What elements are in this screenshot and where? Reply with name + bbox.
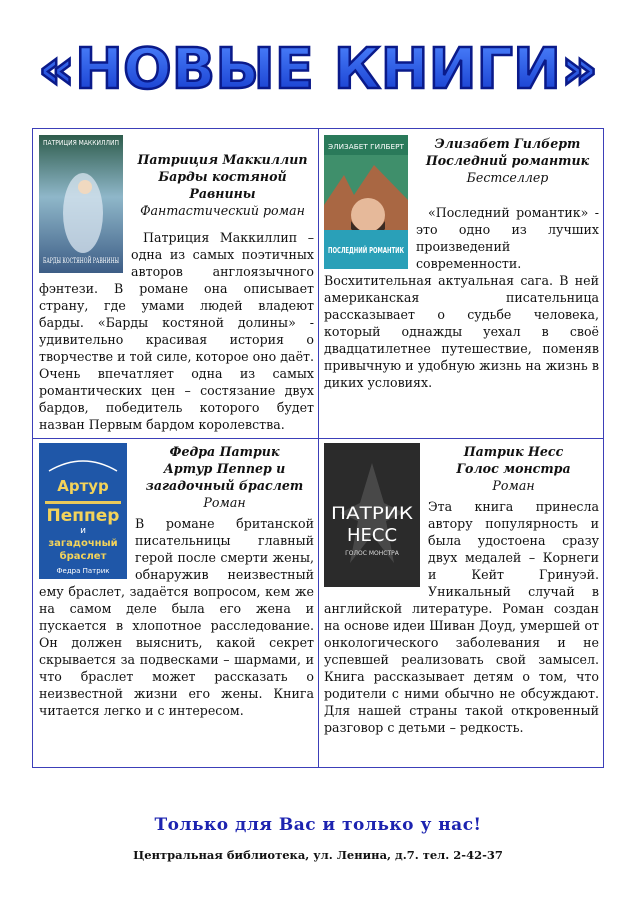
book-cover-4	[324, 443, 420, 587]
book-3-author: Федра Патрик	[169, 444, 280, 459]
book-card-3	[39, 443, 314, 719]
book-1-title: Барды костяной Равнины	[158, 169, 287, 201]
cover-3-title-2: Пеппер	[46, 506, 120, 526]
book-4-title: Голос монстра	[456, 461, 571, 476]
book-1-author: Патриция Маккиллип	[137, 152, 308, 167]
cover-3-title-5: браслет	[59, 551, 107, 562]
book-card-4	[324, 443, 599, 736]
footer-slogan: Только для Вас и только у нас!	[154, 815, 482, 835]
table-divider-vertical	[318, 129, 319, 767]
book-4-description: Эта книга принесла автору популярность и была удостоена сразу двух медалей – Корнеги и Кейт Гринуэй. Уникальный случай в английской литературе. Роман создан на основе идеи Шиван Доуд, умершей от онкологического заболевания и не успевшей реализовать свой замысел. Книга рассказывает детям о том, что родители с ними обычно не обсуждают. Для нашей страны такой откровенный разговор с детьми – редкость.	[324, 499, 599, 735]
cover-3-title-3: и	[80, 526, 86, 536]
cover-3-author: Федра Патрик	[56, 567, 110, 575]
book-2-description: «Последний романтик» - это одно из лучших произведений современности. Восхитительная актуальная сага. В ней американская писательница рассказывает о судьбе человека, который однажды уехал в своё двадцатилетнее путешествие, поменяв привычную и удобную жизнь на жизнь в диких условиях.	[324, 205, 599, 390]
footer-address: Центральная библиотека, ул. Ленина, д.7. тел. 2-42-37	[133, 848, 503, 862]
cover-4-title: ГОЛОС МОНСТРА	[345, 550, 399, 557]
cover-4-author-2: НЕСС	[346, 525, 398, 546]
book-1-description: Патриция Маккиллип – одна из самых поэтичных авторов англоязычного фэнтези. В романе она описывает страну, где умами людей владеют барды. «Барды костяной долины» - удивительно красивая история о творчестве и той силе, которое оно даёт. Очень впечатляет одна из самых романтических цен – состязание двух бардов, победитель которого будет назван Первым бардом королевства.	[39, 230, 314, 432]
cover-4-author-1: ПАТРИК	[331, 504, 413, 524]
book-cover-3	[39, 443, 127, 579]
book-cover-1	[39, 135, 161, 273]
book-4-genre: Роман	[492, 478, 535, 493]
book-2-title: Последний романтик	[425, 153, 590, 168]
book-cover-2	[324, 135, 442, 269]
table-divider-horizontal	[33, 438, 603, 439]
banner-title-text: «НОВЫЕ КНИГИ»	[38, 37, 598, 102]
cover-3-title-1: Артур	[57, 477, 109, 495]
cover-2-title: ПОСЛЕДНИЙ РОМАНТИК	[328, 246, 442, 255]
book-3-title: Артур Пеппер и загадочный браслет	[145, 461, 304, 493]
book-1-genre: Фантастический роман	[140, 203, 305, 218]
book-3-genre: Роман	[203, 495, 246, 510]
banner-title	[30, 28, 606, 106]
cover-1-author: ПАТРИЦИЯ МАККИЛЛИП	[43, 139, 119, 147]
book-4-author: Патрик Несс	[463, 444, 564, 459]
book-2-genre: Бестселлер	[466, 170, 549, 185]
book-card-1	[39, 135, 314, 433]
books-table	[32, 128, 604, 768]
cover-1-title: БАРДЫ КОСТЯНОЙ РАВНИНЫ	[43, 257, 161, 265]
book-card-2	[324, 135, 599, 391]
book-3-description: В романе британской писательницы главный герой после смерти жены, обнаружив неизвестный ему браслет, задаётся вопросом, кем же на самом деле была его жена и пускается в хлопотное расследование. Он должен выяснить, какой секрет скрывается за подвесками – шармами, и что браслет может рассказать о неизвестной жизни его жены. Книга читается легко и с интересом.	[39, 516, 314, 718]
book-2-author: Элизабет Гилберт	[434, 136, 581, 151]
cover-2-author: ЭЛИЗАБЕТ ГИЛБЕРТ	[328, 143, 405, 151]
cover-3-title-4: загадочный	[48, 538, 118, 549]
